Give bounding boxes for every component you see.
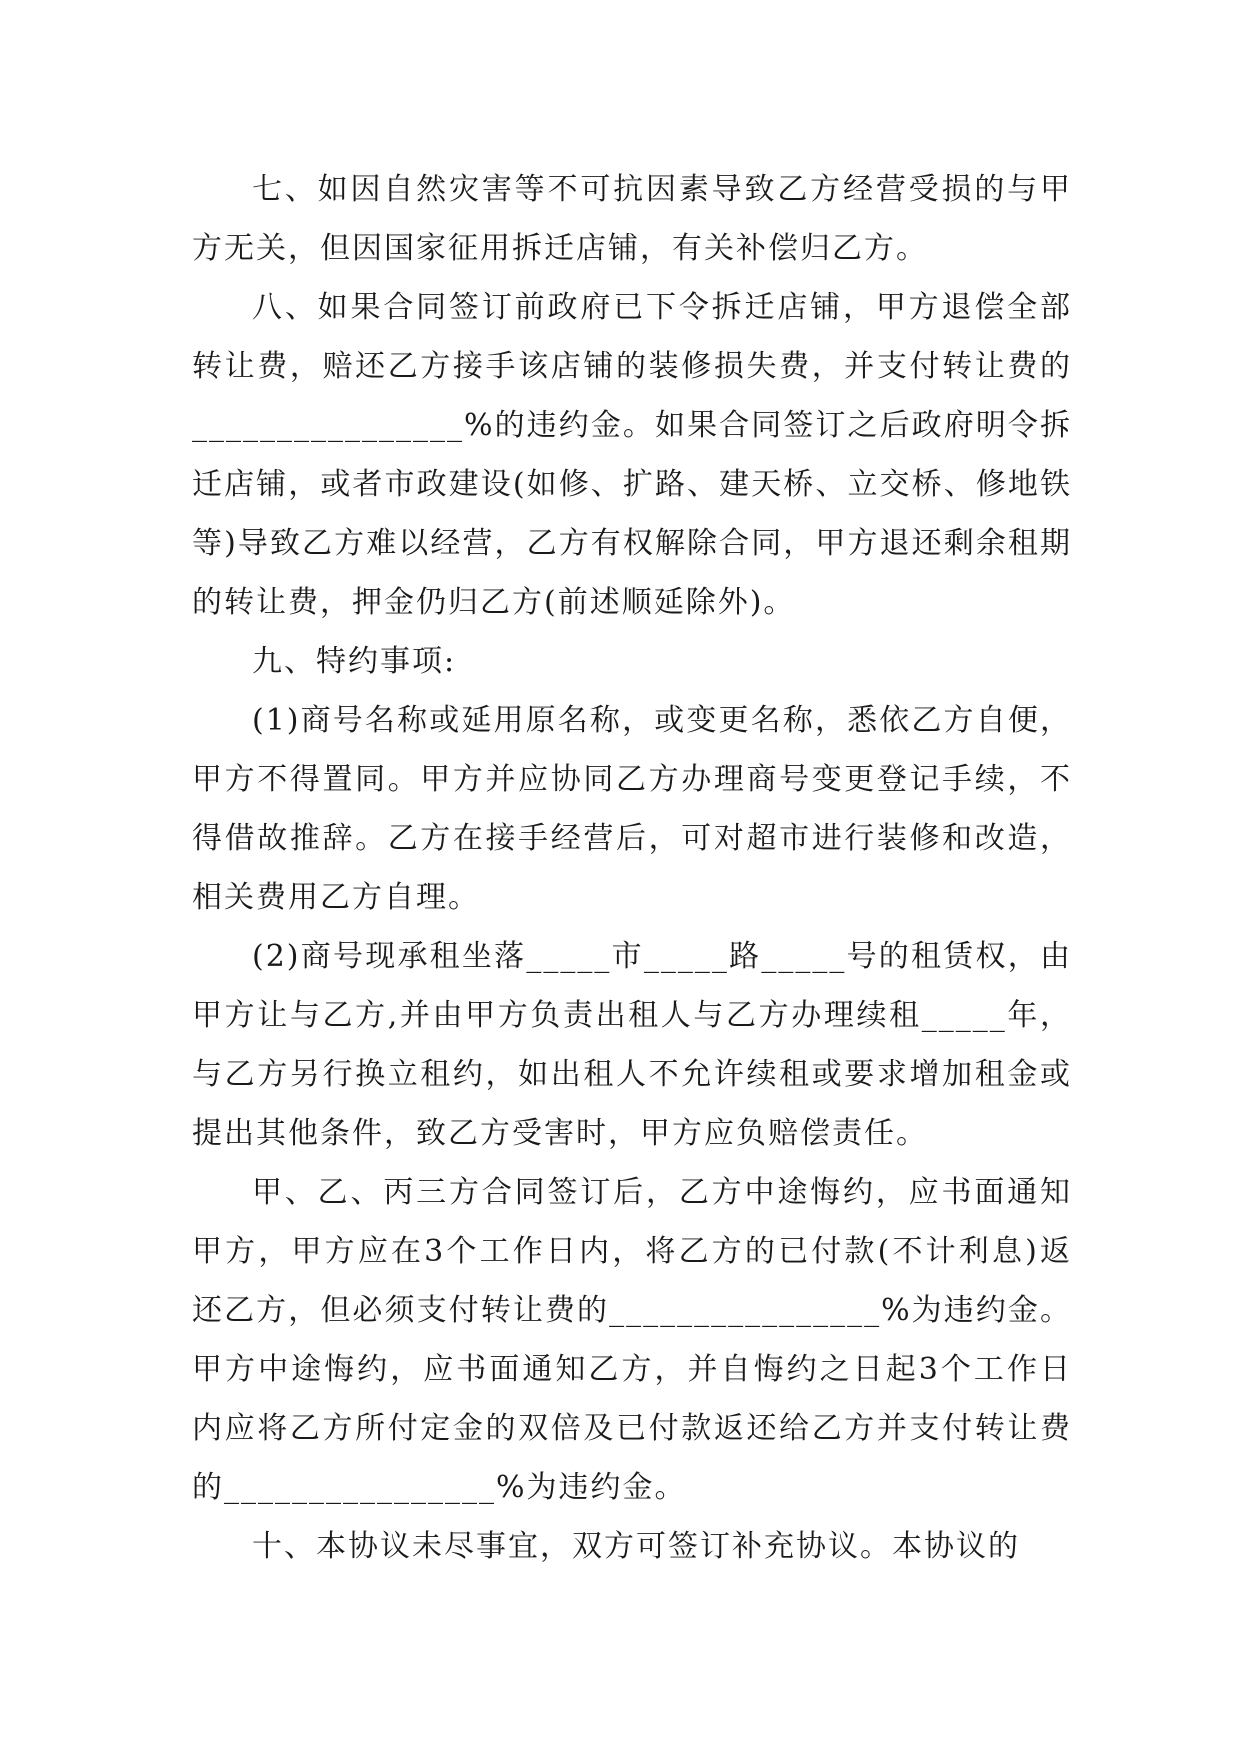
breach-terms-paragraph: 甲、乙、丙三方合同签订后，乙方中途悔约，应书面通知甲方，甲方应在3个工作日内，将乙方的已付款(不计利息)返还乙方，但必须支付转让费的________________%为违约金。甲方中途悔约，应书面通知乙方，并自悔约之日起3个工作日内应将乙方所付定金的双倍及已付款返还给乙方并支付转让费的________________%为违约金。 <box>192 1175 1072 1505</box>
clause-9-heading: 九、特约事项: <box>252 644 457 679</box>
special-item-1-paragraph: (1)商号名称或延用原名称，或变更名称，悉依乙方自便，甲方不得置同。甲方并应协同乙方办理商号变更登记手续，不得借故推辞。乙方在接手经营后，可对超市进行装修和改造，相关费用乙方自理。 <box>192 703 1072 915</box>
clause-10-paragraph: 十、本协议未尽事宜，双方可签订补充协议。本协议的 <box>252 1529 1020 1564</box>
clause-8-paragraph: 八、如果合同签订前政府已下令拆迁店铺，甲方退偿全部转让费，赔还乙方接手该店铺的装修损失费，并支付转让费的________________%的违约金。如果合同签订之后政府明令拆迁店铺，或者市政建设(如修、扩路、建天桥、立交桥、修地铁等)导致乙方难以经营，乙方有权解除合同，甲方退还剩余租期的转让费，押金仍归乙方(前述顺延除外)。 <box>192 290 1072 620</box>
document-body <box>192 160 1072 1576</box>
clause-7-paragraph: 七、如因自然灾害等不可抗因素导致乙方经营受损的与甲方无关，但因国家征用拆迁店铺，有关补偿归乙方。 <box>192 172 1072 266</box>
special-item-2-paragraph: (2)商号现承租坐落_____市_____路_____号的租赁权，由甲方让与乙方,并由甲方负责出租人与乙方办理续租_____年，与乙方另行换立租约，如出租人不允许续租或要求增加租金或提出其他条件，致乙方受害时，甲方应负赔偿责任。 <box>192 939 1072 1151</box>
